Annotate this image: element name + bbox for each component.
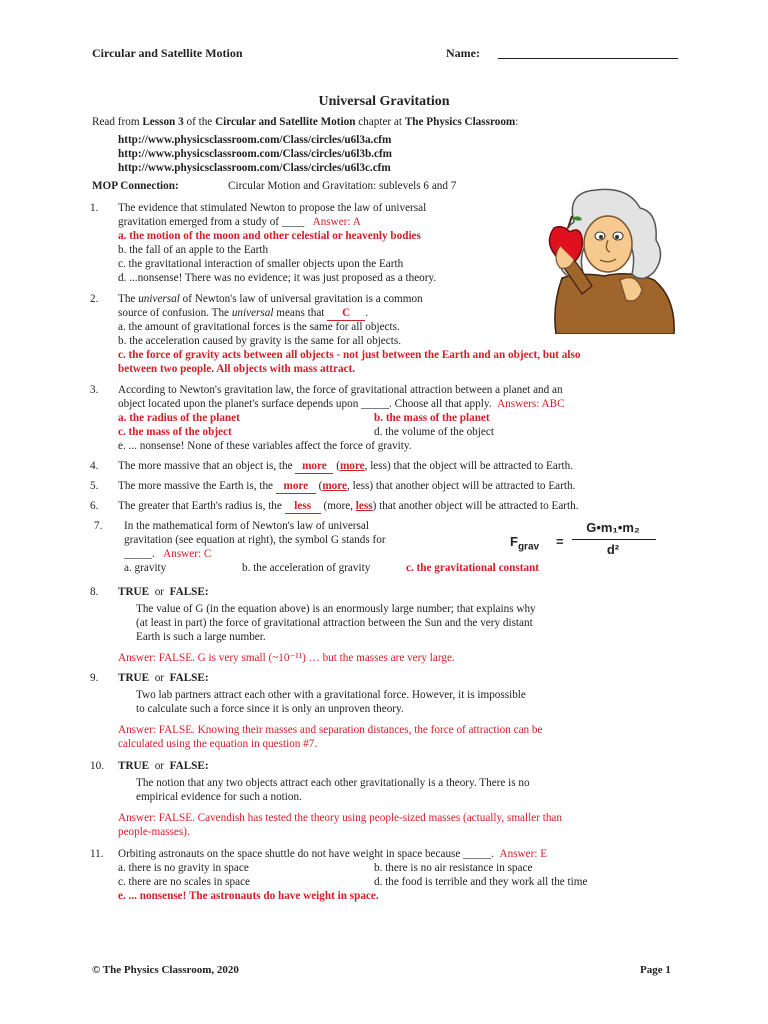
q1-stem-text: gravitation emerged from a study of ____ [118,216,305,228]
q10-or: or [154,760,165,772]
q9-false: FALSE: [169,672,209,684]
q4-answer-blank[interactable]: more [295,460,333,474]
q4-text-end: , less) that the object will be attracted to Earth. [364,460,574,472]
q9-answer-line2: calculated using the equation in question #7. [118,738,318,750]
q1-choice-a: a. the motion of the moon and other celestial or heavenly bodies [118,230,421,242]
q8-true-false [118,586,209,599]
q2-stem2-text-a: source of confusion. The [118,307,232,319]
q4-paren: ( [333,460,340,472]
q3-choice-e: e. ... nonsense! None of these variables affect the force of gravity. [118,440,412,452]
q9-statement-line2: to calculate such a force since it is only an unproven theory. [136,703,404,715]
q10-statement-line2: empirical evidence for such a notion. [136,791,302,803]
q1-stem-line1: The evidence that stimulated Newton to propose the law of universal [118,202,427,214]
q8-statement-line3: Earth is such a large number. [136,631,266,643]
q5-selected-option: more [322,480,348,492]
site-name: The Physics Classroom [404,116,516,128]
of-the-text: of the [186,116,213,128]
q10-number: 10. [90,760,104,772]
q2-stem2-text-b: means that [273,307,328,319]
lesson-label: Lesson 3 [142,116,184,128]
q7-answer: Answer: C [163,548,212,560]
q1-choice-b: b. the fall of an apple to the Earth [118,244,269,256]
q9-or: or [154,672,165,684]
q2-number: 2. [90,293,99,305]
q2-choice-b: b. the acceleration caused by gravity is the same for all objects. [118,335,401,347]
mop-value: Circular Motion and Gravitation: sublevels 6 and 7 [228,180,457,192]
q4-statement [118,460,573,474]
q6-text-end: ) that another object will be attracted to Earth. [372,500,579,512]
q11-choice-e: e. ... nonsense! The astronauts do have weight in space. [118,890,379,902]
q7-choice-b: b. the acceleration of gravity [242,562,371,574]
q11-number: 11. [90,848,104,860]
q10-false: FALSE: [169,760,209,772]
q1-stem-line2 [118,216,361,229]
q6-selected-option: less [355,500,373,512]
q8-or: or [154,586,165,598]
q10-answer-line1: Answer: FALSE. Cavendish has tested the theory using people-sized masses (actually, smaller than [118,812,562,824]
q2-choice-c-line1: c. the force of gravity acts between all objects - not just between the Earth and an object, but also [118,349,581,361]
q10-statement-line1: The notion that any two objects attract each other gravitationally is a theory. There is no [136,777,530,789]
footer-page-number: Page 1 [640,964,671,976]
read-from-text: Read from [92,116,140,128]
q11-choice-b: b. there is no air resistance in space [374,862,533,874]
q7-number: 7. [94,520,103,532]
q4-selected-option: more [339,460,365,472]
q7-choice-c: c. the gravitational constant [406,562,539,574]
q2-stem-italic: universal [138,293,180,305]
q5-number: 5. [90,480,99,492]
q5-text-end: , less) that another object will be attracted to Earth. [347,480,576,492]
q4-text: The more massive that an object is, the [118,460,296,472]
q3-choice-d: d. the volume of the object [374,426,494,438]
q2-stem-text-b: of Newton's law of universal gravitation is a common [179,293,423,305]
q3-choice-b: b. the mass of the planet [374,412,490,424]
q11-stem-text: Orbiting astronauts on the space shuttle do not have weight in space because _____. [118,848,494,860]
q7-stem-blank: _____. [124,548,155,560]
name-label: Name: [446,46,480,60]
q3-stem-line1: According to Newton's gravitation law, the force of gravitational attraction between a planet and an [118,384,563,396]
read-from-line [92,116,518,129]
q5-text: The more massive the Earth is, the [118,480,276,492]
q6-answer-blank[interactable]: less [285,500,321,514]
q2-choice-a: a. the amount of gravitational forces is the same for all objects. [118,321,400,333]
gravitation-formula [508,520,668,560]
q2-answer-blank[interactable]: C [327,307,365,321]
formula-equals: = [556,534,564,549]
q2-stem2-italic: universal [231,307,274,319]
q5-statement [118,480,575,494]
q11-choice-d: d. the food is terrible and they work all the time [374,876,588,888]
q2-stem-text-a: The [118,293,139,305]
q10-true: TRUE [118,760,150,772]
q3-choice-c: c. the mass of the object [118,426,232,438]
q1-number: 1. [90,202,99,214]
q2-stem-line2: source of confusion. The universal means that C . [118,307,369,319]
q3-number: 3. [90,384,99,396]
formula-f: F [510,534,518,549]
q11-answer: Answer: E [499,848,548,860]
lesson-link-c[interactable]: http://www.physicsclassroom.com/Class/circles/u6l3c.cfm [118,162,391,174]
q9-number: 9. [90,672,99,684]
chapter-name: Circular and Satellite Motion [215,116,356,128]
q2-stem-line1 [118,293,423,306]
lesson-link-a[interactable]: http://www.physicsclassroom.com/Class/circles/u6l3a.cfm [118,134,392,146]
formula-numerator: G•m₁•m₂ [586,520,640,535]
formula-lhs [510,534,539,553]
q1-choice-c: c. the gravitational interaction of smaller objects upon the Earth [118,258,404,270]
q11-stem [118,848,547,861]
footer-copyright: © The Physics Classroom, 2020 [92,964,239,976]
colon: : [515,116,519,128]
q11-choice-a: a. there is no gravity in space [118,862,249,874]
q4-number: 4. [90,460,99,472]
page-title: Universal Gravitation [318,94,450,109]
formula-denominator: d² [606,542,620,557]
q10-answer-line2: people-masses). [118,826,190,838]
q7-stem-line2: gravitation (see equation at right), the symbol G stands for [124,534,386,546]
lesson-link-b[interactable]: http://www.physicsclassroom.com/Class/circles/u6l3b.cfm [118,148,392,160]
mop-label: MOP Connection: [92,180,179,192]
formula-f-sub: grav [517,541,540,553]
formula-fraction-bar [572,539,656,540]
q2-choice-c-line2: between two people. All objects with mass attract. [118,363,356,375]
q3-choice-a: a. the radius of the planet [118,412,240,424]
q6-paren: (more, [320,500,356,512]
q1-answer: Answer: A [312,216,361,228]
q9-true-false [118,672,209,685]
q6-statement [118,500,579,514]
q8-number: 8. [90,586,99,598]
q9-true: TRUE [118,672,150,684]
q11-choice-c: c. there are no scales in space [118,876,251,888]
q1-choice-d: d. ...nonsense! There was no evidence; it was just proposed as a theory. [118,272,437,284]
q8-answer: Answer: FALSE. G is very small (~10⁻¹¹) … but the masses are very large. [118,652,455,664]
q8-false: FALSE: [169,586,209,598]
q9-answer-line1: Answer: FALSE. Knowing their masses and separation distances, the force of attraction can be [118,724,543,736]
q8-statement-line1: The value of G (in the equation above) is an enormously large number; that explains why [136,603,536,615]
newton-cartoon-image [534,186,680,334]
chapter-at-text: chapter at [358,116,403,128]
q7-stem-line3 [124,548,211,561]
q3-stem-line2 [118,398,565,411]
q5-paren: ( [315,480,323,492]
q3-answer: Answers: ABC [497,398,565,410]
q5-answer-blank[interactable]: more [276,480,316,494]
worksheet-unit-title: Circular and Satellite Motion [92,46,243,60]
q7-stem-line1: In the mathematical form of Newton's law of universal [124,520,369,532]
q8-true: TRUE [118,586,150,598]
q3-stem-text: object located upon the planet's surface depends upon _____. Choose all that apply. [118,398,492,410]
q6-text: The greater that Earth's radius is, the [118,500,285,512]
name-field-line[interactable] [498,58,678,59]
q7-choice-a: a. gravity [124,562,167,574]
q10-true-false [118,760,209,773]
q9-statement-line1: Two lab partners attract each other with a gravitational force. However, it is impossible [136,689,526,701]
q8-statement-line2: (at least in part) the force of gravitational attraction between the Sun and the very distant [136,617,533,629]
q6-number: 6. [90,500,99,512]
